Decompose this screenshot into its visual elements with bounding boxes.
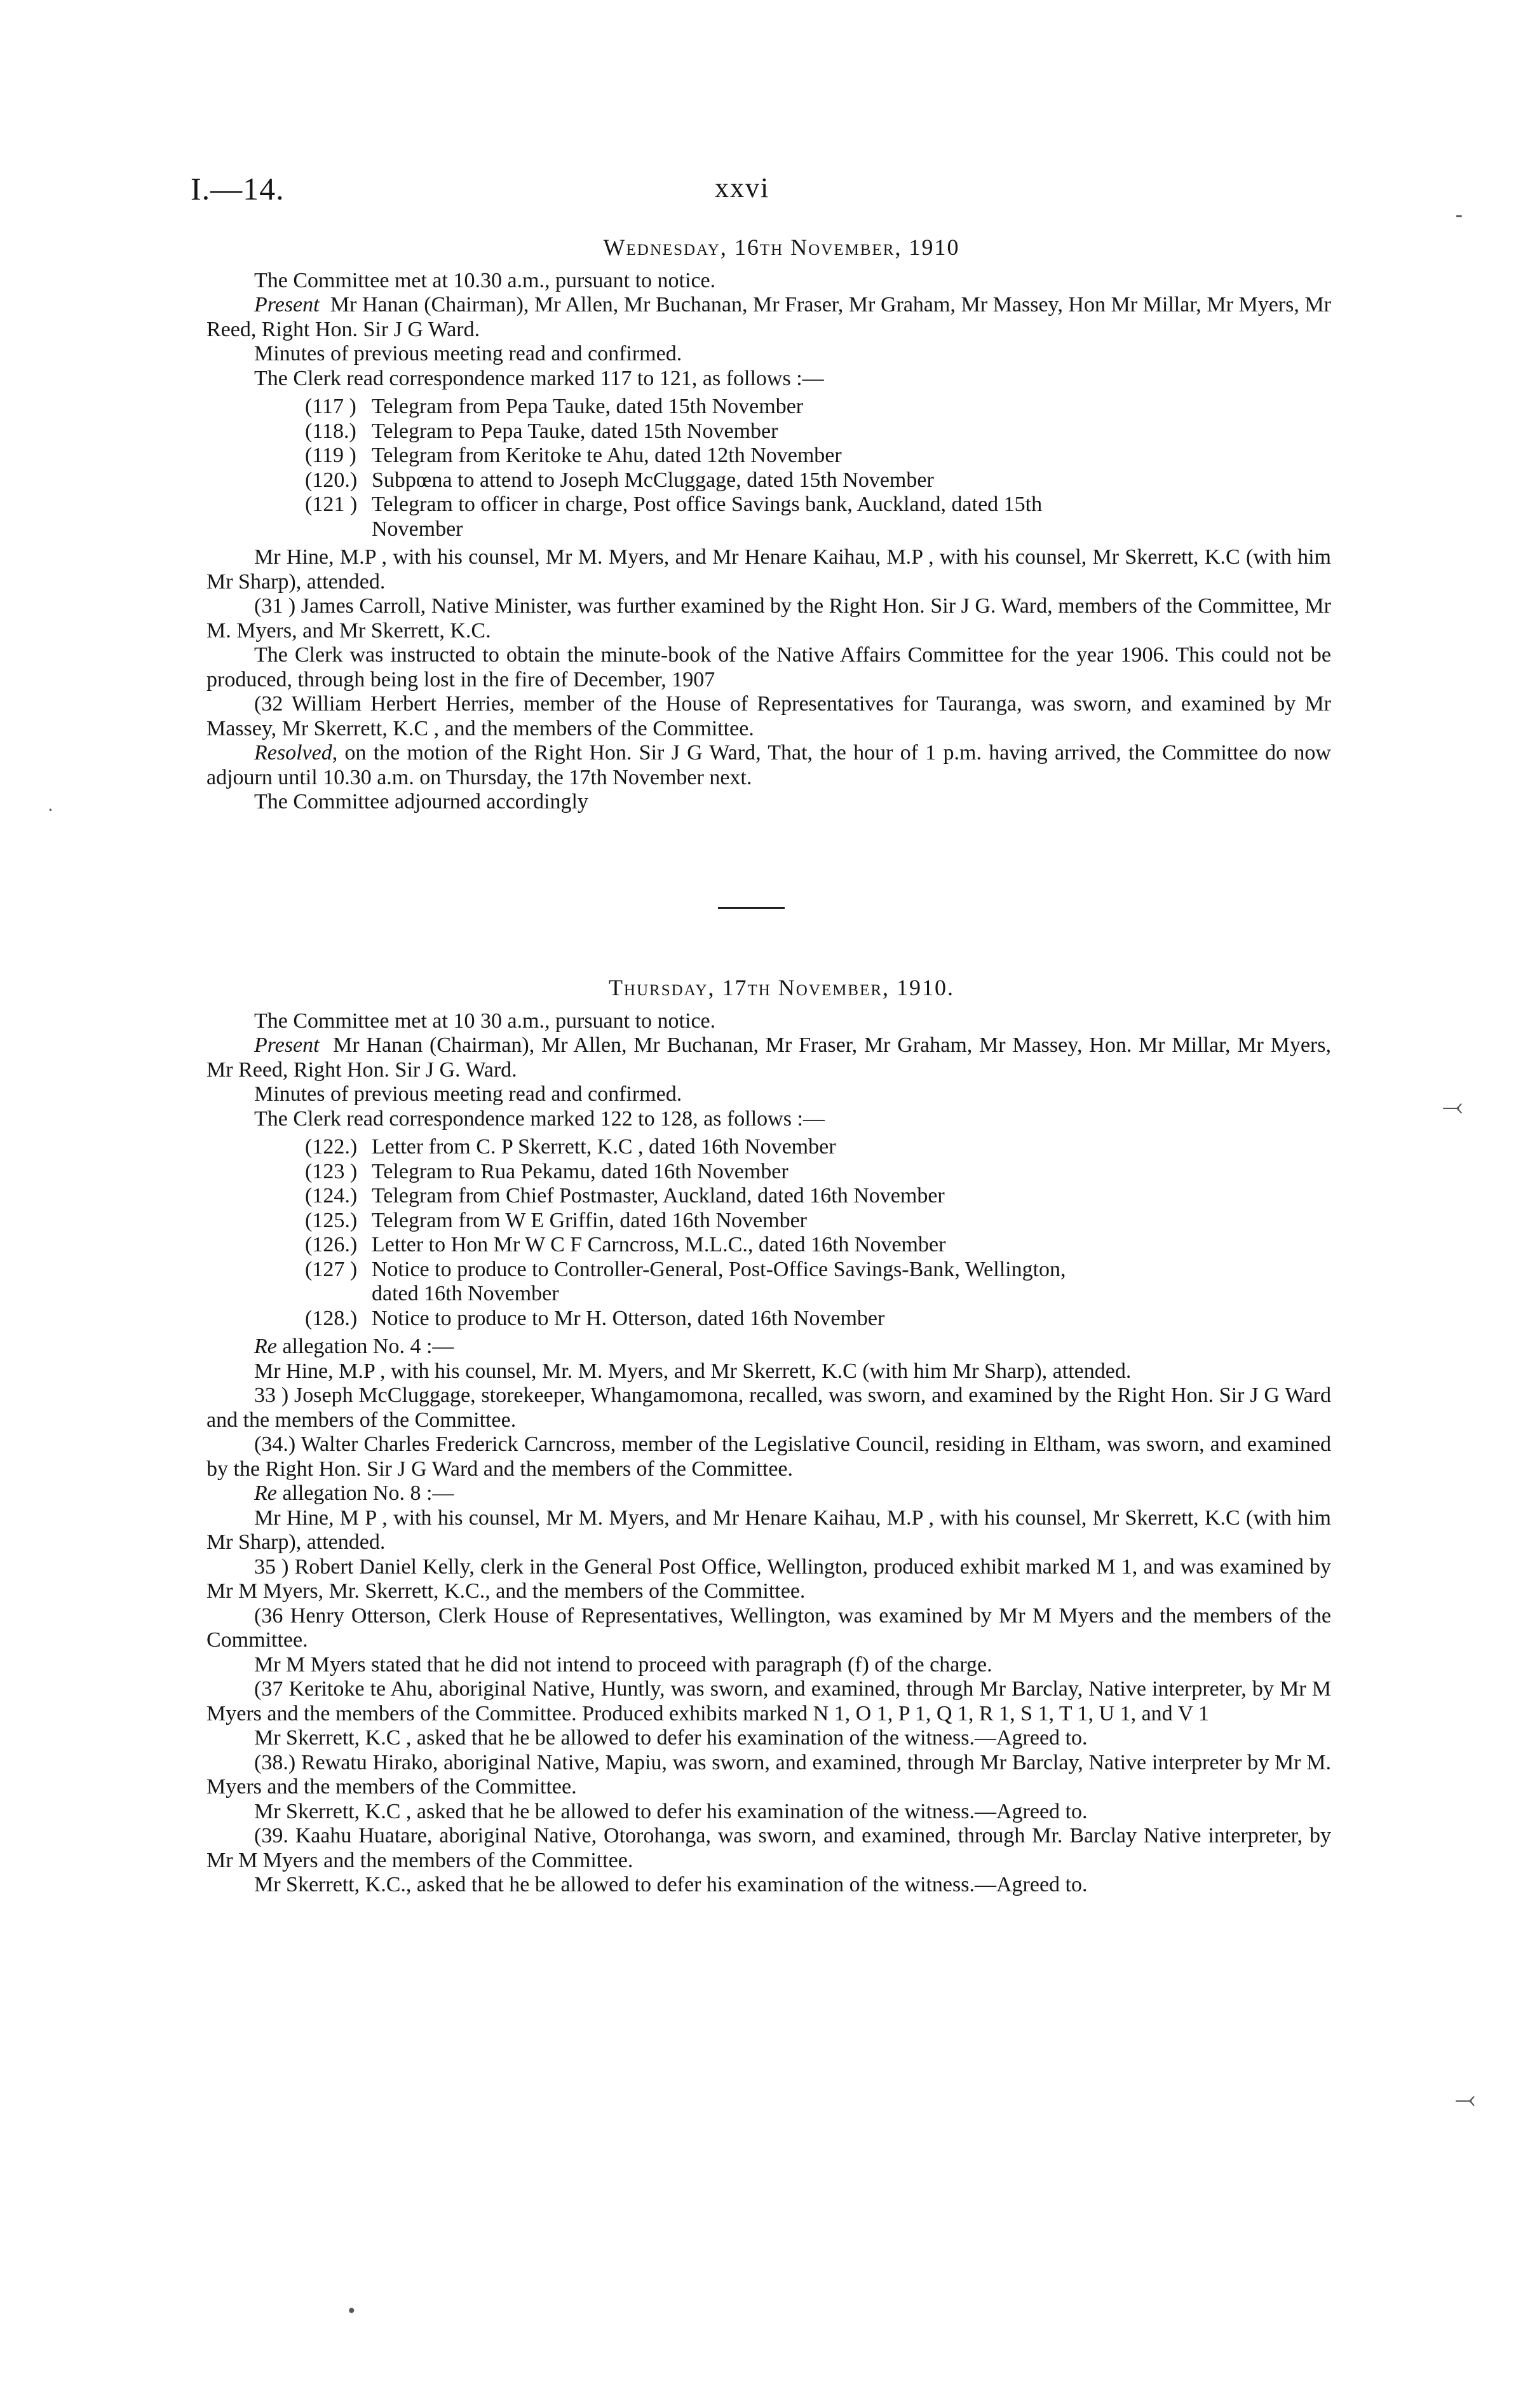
correspondence-item: (117 ) Telegram from Pepa Tauke, dated 15th November: [305, 395, 804, 418]
witness-32: (32 William Herbert Herries, member of the House of Representatives for Tauranga, was sworn, and examined by Mr Massey, Mr Skerrett, K.C , and the members of the Committee.: [206, 692, 1331, 740]
meeting-date: Thursday, 17th November, 1910.: [608, 975, 955, 1000]
attendance: Mr Hine, M.P , with his counsel, Mr M. Myers, and Mr Henare Kaihau, M.P , with his counsel, Mr Skerrett, K.C (with him Mr Sharp), attended.: [206, 545, 1331, 594]
minutes-confirmed: Minutes of previous meeting read and confirmed.: [254, 1082, 682, 1106]
resolution-text: , on the motion of the Right Hon. Sir J G Ward, That, the hour of 1 p.m. having arrived, the Committee do now adjourn until 10.30 a.m. on Thursday, the 17th November next.: [206, 741, 1331, 789]
witness-35: 35 ) Robert Daniel Kelly, clerk in the General Post Office, Wellington, produced exhibit marked M 1, and was examined by Mr M Myers, Mr. Skerrett, K.C., and the members of the Committee.: [206, 1554, 1331, 1603]
correspondence-item: (120.) Subpœna to attend to Joseph McCluggage, dated 15th November: [305, 468, 934, 492]
clerk-instruction: The Clerk was instructed to obtain the minute-book of the Native Affairs Committee for the year 1906. This could not be produced, through being lost in the fire of December, 1907: [206, 643, 1331, 691]
correspondence-item: (118.) Telegram to Pepa Tauke, dated 15th November: [305, 419, 778, 443]
present-label: Present: [254, 293, 320, 316]
myers-statement: Mr M Myers stated that he did not intend to proceed with paragraph (f) of the charge.: [254, 1652, 992, 1677]
attendance: Mr Hine, M.P , with his counsel, Mr. M. Myers, and Mr Skerrett, K.C (with him Mr Sharp), attended.: [254, 1359, 1132, 1383]
deferral-request: Mr Skerrett, K.C., asked that he be allowed to defer his examination of the witness.—Agreed to.: [254, 1873, 1088, 1896]
scan-mark-icon: ˗: [1455, 200, 1463, 229]
adjournment: The Committee adjourned accordingly: [254, 790, 588, 813]
witness-37: (37 Keritoke te Ahu, aboriginal Native, Huntly, was sworn, and examined, through Mr Barclay, Native interpreter, by Mr M Myers and the members of the Committee. Produced exhibits marked N 1, O 1, P 1, Q 1, R 1, S 1, T 1, U 1, and V 1: [206, 1677, 1331, 1725]
meeting-date: Wednesday, 16th November, 1910: [603, 235, 960, 260]
re-label: Re: [254, 1335, 277, 1358]
resolved-label: Resolved: [254, 741, 332, 765]
correspondence-item: (121 ) Telegram to officer in charge, Post office Savings bank, Auckland, dated 15th November: [305, 493, 1043, 541]
correspondence-item: (125.) Telegram from W E Griffin, dated 16th November: [305, 1208, 807, 1232]
minutes-wednesday: [206, 235, 1331, 815]
section-divider: [718, 907, 785, 909]
witness-33: 33 ) Joseph McCluggage, storekeeper, Whangamomona, recalled, was sworn, and examined by the Right Hon. Sir J G Ward and the members of the Committee.: [206, 1384, 1331, 1432]
scan-mark-icon: ·: [48, 799, 53, 820]
witness-34: (34.) Walter Charles Frederick Carncross, member of the Legislative Council, residing in Eltham, was sworn, and examined by the Right Hon. Sir J G Ward and the members of the Committee.: [206, 1432, 1331, 1481]
present-members: Mr Hanan (Chairman), Mr Allen, Mr Buchanan, Mr Fraser, Mr Graham, Mr Massey, Hon. Mr Millar, Mr Myers, Mr Reed, Right Hon. Sir J G. Ward.: [206, 1033, 1332, 1082]
witness-38: (38.) Rewatu Hirako, aboriginal Native, Mapiu, was sworn, and examined, through Mr Barclay, Native interpreter by Mr M. Myers and the members of the Committee.: [206, 1750, 1331, 1799]
scan-mark-icon: •: [346, 2301, 357, 2322]
deferral-request: Mr Skerrett, K.C , asked that he be allowed to defer his examination of the witness.—Agreed to.: [254, 1799, 1088, 1823]
meeting-opening: The Committee met at 10 30 a.m., pursuant to notice.: [254, 1009, 716, 1033]
allegation-4-heading: Re allegation No. 4 :—: [254, 1335, 454, 1358]
present-line: [206, 1033, 1331, 1082]
allegation-8-heading: Re allegation No. 8 :—: [254, 1481, 454, 1505]
correspondence-item: (123 ) Telegram to Rua Pekamu, dated 16th November: [305, 1159, 788, 1183]
correspondence-item: (122.) Letter from C. P Skerrett, K.C , dated 16th November: [305, 1135, 836, 1159]
page-number: xxvi: [715, 172, 770, 203]
page-reference: I.—14.: [191, 171, 285, 207]
correspondence-intro: The Clerk read correspondence marked 122 to 128, as follows :—: [254, 1106, 825, 1131]
present-line: [206, 293, 1331, 342]
correspondence-item: (119 ) Telegram from Keritoke te Ahu, dated 12th November: [305, 444, 842, 467]
witness-39: (39. Kaahu Huatare, aboriginal Native, Otorohanga, was sworn, and examined, through Mr. Barclay Native interpreter, by Mr M Myers and the members of the Committee.: [206, 1824, 1331, 1872]
correspondence-item: (127 ) Notice to produce to Controller-General, Post-Office Savings-Bank, Wellington, dated 16th November: [305, 1257, 1066, 1305]
witness-36: (36 Henry Otterson, Clerk House of Representatives, Wellington, was examined by Mr M Myers and the members of the Committee.: [206, 1603, 1331, 1652]
attendance: Mr Hine, M P , with his counsel, Mr M. Myers, and Mr Henare Kaihau, M.P , with his counsel, Mr Skerrett, K.C (with him Mr Sharp), attended.: [206, 1506, 1331, 1554]
minutes-confirmed: Minutes of previous meeting read and confirmed.: [254, 342, 682, 365]
present-members: Mr Hanan (Chairman), Mr Allen, Mr Buchanan, Mr Fraser, Mr Graham, Mr Massey, Hon Mr Millar, Mr Myers, Mr Reed, Right Hon. Sir J G Ward.: [206, 293, 1331, 341]
meeting-opening: The Committee met at 10.30 a.m., pursuant to notice.: [254, 268, 716, 292]
present-label: Present: [254, 1033, 320, 1057]
minutes-thursday: [206, 976, 1331, 1898]
correspondence-intro: The Clerk read correspondence marked 117 to 121, as follows :—: [254, 366, 824, 390]
re-label: Re: [254, 1481, 277, 1505]
deferral-request: Mr Skerrett, K.C , asked that he be allowed to defer his examination of the witness.—Agreed to.: [254, 1726, 1088, 1750]
correspondence-item: (126.) Letter to Hon Mr W C F Carncross, M.L.C., dated 16th November: [305, 1233, 946, 1256]
correspondence-item: (128.) Notice to produce to Mr H. Otterson, dated 16th November: [305, 1306, 885, 1330]
resolution: [206, 741, 1331, 790]
correspondence-item: (124.) Telegram from Chief Postmaster, Auckland, dated 16th November: [305, 1184, 945, 1207]
witness-31: (31 ) James Carroll, Native Minister, was further examined by the Right Hon. Sir J G. Ward, members of the Committee, Mr M. Myers, and Mr Skerrett, K.C.: [206, 594, 1331, 643]
scan-mark-icon: ⤙: [1455, 2085, 1475, 2114]
scan-mark-icon: ⤙: [1442, 1092, 1463, 1121]
